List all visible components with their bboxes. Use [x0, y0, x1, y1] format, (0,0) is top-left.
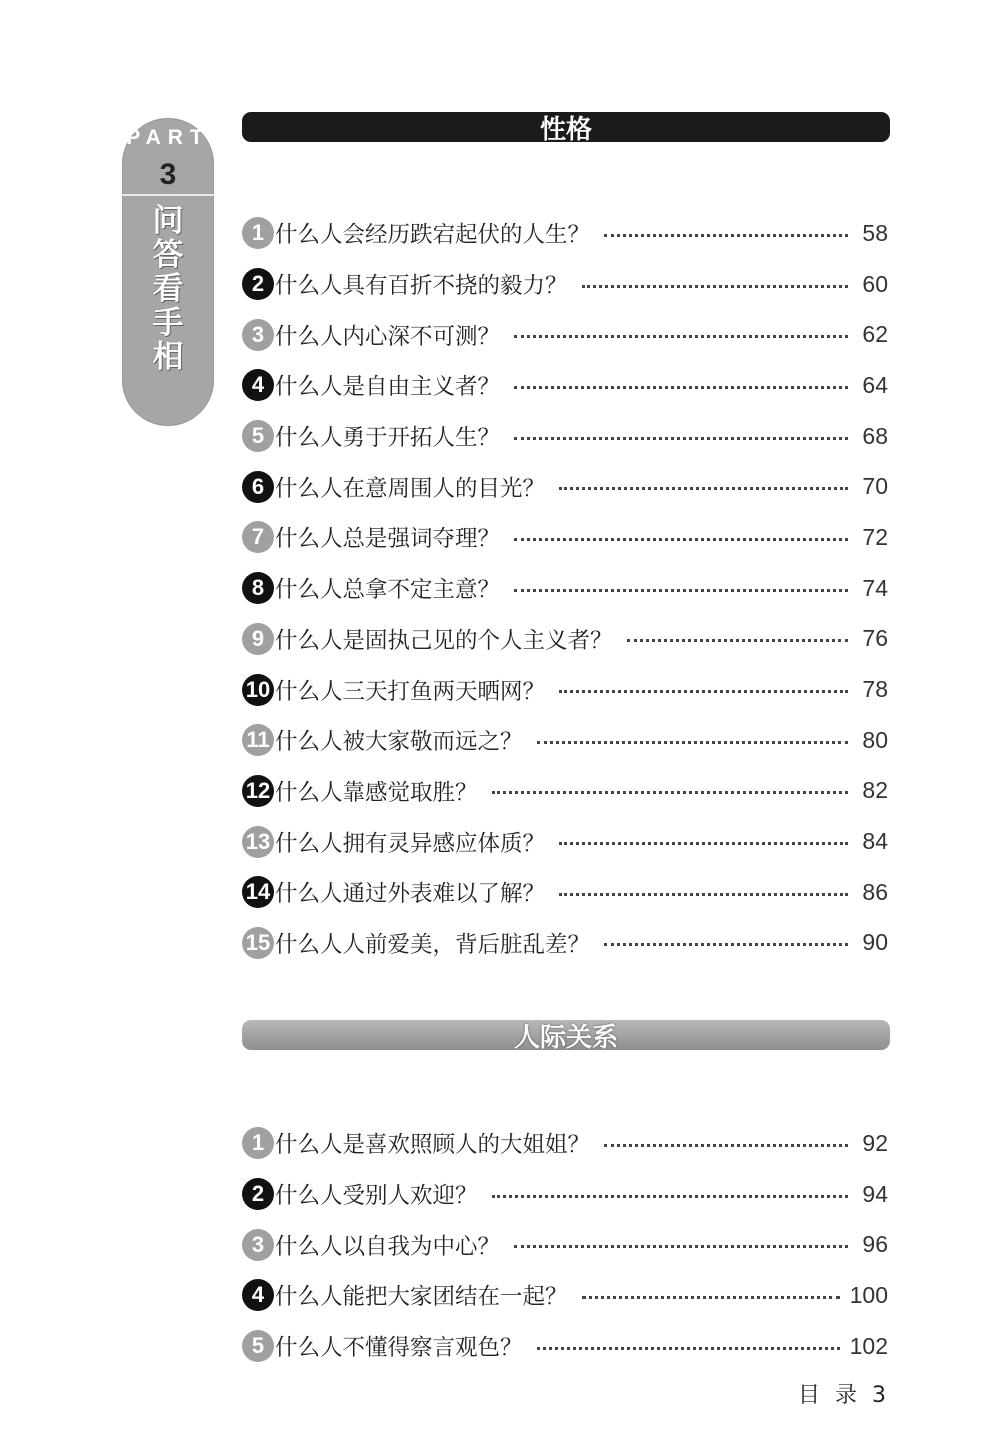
dot-leader — [514, 589, 848, 592]
entry-title: 什么人是自由主义者？ — [275, 374, 501, 401]
toc-list-personality — [242, 208, 888, 968]
dot-leader — [559, 487, 848, 490]
entry-title: 什么人通过外表难以了解？ — [275, 881, 546, 908]
toc-entry[interactable] — [242, 309, 888, 360]
entry-page-number: 72 — [862, 523, 888, 550]
entry-page-number: 76 — [862, 625, 888, 652]
entry-number-badge: 3 — [242, 1229, 274, 1261]
toc-entry[interactable] — [242, 1169, 888, 1220]
entry-page-number: 100 — [849, 1281, 888, 1308]
dot-leader — [559, 893, 848, 896]
dot-leader — [559, 690, 848, 693]
entry-page-number: 96 — [862, 1231, 888, 1258]
part-number: 3 — [159, 158, 177, 191]
toc-list-relationships — [242, 1118, 888, 1371]
dot-leader — [604, 943, 848, 946]
entry-title: 什么人能把大家团结在一起？ — [275, 1284, 568, 1311]
toc-entry[interactable] — [242, 461, 888, 512]
entry-page-number: 84 — [862, 828, 888, 855]
dot-leader — [514, 386, 848, 389]
entry-page-number: 94 — [862, 1180, 888, 1207]
toc-entry[interactable] — [242, 867, 888, 918]
entry-number-badge: 5 — [242, 420, 274, 452]
entry-page-number: 70 — [862, 473, 888, 500]
part-label: PART — [126, 126, 210, 149]
toc-entry[interactable] — [242, 360, 888, 411]
dot-leader — [537, 1347, 840, 1350]
toc-entry[interactable] — [242, 664, 888, 715]
toc-entry[interactable] — [242, 563, 888, 614]
toc-entry[interactable] — [242, 715, 888, 766]
toc-entry[interactable] — [242, 1270, 888, 1321]
entry-number-badge: 1 — [242, 1127, 274, 1159]
entry-number-badge: 4 — [242, 1279, 274, 1311]
entry-title: 什么人具有百折不挠的毅力？ — [275, 273, 568, 300]
entry-number-badge: 4 — [242, 369, 274, 401]
toc-entry[interactable] — [242, 816, 888, 867]
toc-entry[interactable] — [242, 259, 888, 310]
part-title: 问答看手相 — [152, 203, 184, 375]
footer-label: 目 录 — [798, 1383, 861, 1408]
entry-title: 什么人被大家敬而远之？ — [275, 729, 523, 756]
entry-title: 什么人在意周围人的目光？ — [275, 475, 546, 502]
entry-page-number: 92 — [862, 1129, 888, 1156]
toc-entry[interactable] — [242, 766, 888, 817]
entry-title: 什么人是喜欢照顾人的大姐姐？ — [275, 1132, 591, 1159]
entry-title: 什么人受别人欢迎？ — [275, 1183, 478, 1210]
dot-leader — [492, 791, 848, 794]
toc-entry[interactable] — [242, 1219, 888, 1270]
entry-title: 什么人总拿不定主意？ — [275, 577, 501, 604]
page-footer — [780, 1378, 890, 1409]
entry-title: 什么人以自我为中心？ — [275, 1233, 501, 1260]
toc-entry[interactable] — [242, 411, 888, 462]
entry-number-badge: 2 — [242, 1178, 274, 1210]
entry-number-badge: 11 — [242, 724, 274, 756]
toc-entry[interactable] — [242, 512, 888, 563]
section-title: 性格 — [539, 114, 592, 145]
entry-title: 什么人不懂得察言观色？ — [275, 1335, 523, 1362]
dot-leader — [604, 1144, 848, 1147]
entry-page-number: 90 — [862, 929, 888, 956]
section-title: 人际关系 — [513, 1022, 618, 1053]
dot-leader — [582, 1296, 840, 1299]
entry-page-number: 74 — [862, 574, 888, 601]
entry-page-number: 86 — [862, 878, 888, 905]
entry-number-badge: 1 — [242, 217, 274, 249]
entry-page-number: 64 — [862, 371, 888, 398]
entry-page-number: 78 — [862, 676, 888, 703]
entry-title: 什么人三天打鱼两天晒网？ — [275, 678, 546, 705]
entry-number-badge: 7 — [242, 521, 274, 553]
toc-entry[interactable] — [242, 1118, 888, 1169]
entry-page-number: 82 — [862, 777, 888, 804]
entry-number-badge: 15 — [242, 927, 274, 959]
dot-leader — [514, 335, 848, 338]
entry-number-badge: 13 — [242, 826, 274, 858]
toc-entry[interactable] — [242, 1321, 888, 1372]
dot-leader — [604, 234, 848, 237]
entry-title: 什么人会经历跌宕起伏的人生？ — [275, 222, 591, 249]
entry-title: 什么人拥有灵异感应体质？ — [275, 830, 546, 857]
entry-number-badge: 10 — [242, 674, 274, 706]
entry-page-number: 102 — [849, 1332, 888, 1359]
entry-number-badge: 6 — [242, 471, 274, 503]
entry-page-number: 58 — [862, 219, 888, 246]
dot-leader — [514, 538, 848, 541]
entry-number-badge: 12 — [242, 775, 274, 807]
toc-entry[interactable] — [242, 614, 888, 665]
entry-page-number: 80 — [862, 726, 888, 753]
section-header-relationships — [242, 1020, 890, 1053]
part-divider — [122, 194, 214, 196]
dot-leader — [582, 285, 848, 288]
entry-number-badge: 8 — [242, 572, 274, 604]
dot-leader — [492, 1195, 848, 1198]
toc-entry[interactable] — [242, 208, 888, 259]
section-header-personality — [242, 112, 890, 145]
dot-leader — [559, 842, 848, 845]
entry-title: 什么人是固执己见的个人主义者？ — [275, 627, 613, 654]
footer-page-number: 3 — [872, 1383, 890, 1408]
entry-number-badge: 2 — [242, 268, 274, 300]
part-tab — [122, 118, 214, 426]
dot-leader — [514, 437, 848, 440]
dot-leader — [537, 741, 848, 744]
entry-number-badge: 14 — [242, 876, 274, 908]
entry-title: 什么人人前爱美，背后脏乱差？ — [275, 931, 591, 958]
dot-leader — [627, 639, 848, 642]
entry-page-number: 60 — [862, 270, 888, 297]
entry-number-badge: 9 — [242, 623, 274, 655]
entry-page-number: 62 — [862, 321, 888, 348]
entry-title: 什么人总是强词夺理？ — [275, 526, 501, 553]
entry-title: 什么人靠感觉取胜？ — [275, 779, 478, 806]
entry-title: 什么人勇于开拓人生？ — [275, 425, 501, 452]
toc-entry[interactable] — [242, 918, 888, 969]
entry-title: 什么人内心深不可测？ — [275, 323, 501, 350]
entry-number-badge: 3 — [242, 319, 274, 351]
entry-page-number: 68 — [862, 422, 888, 449]
entry-number-badge: 5 — [242, 1330, 274, 1362]
dot-leader — [514, 1245, 848, 1248]
